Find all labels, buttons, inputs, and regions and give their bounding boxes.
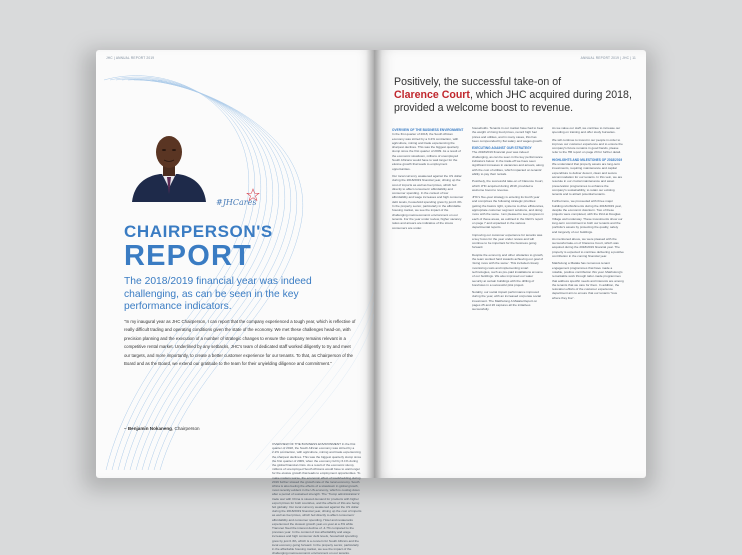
col1-paragraph-1: In the first quarter of 2018, the South African economy was stirred by a 3.2% contraction, with agriculture, mining and trade experiencing the sharpest declines. This was the biggest quarterly slump since the first quarter of 2009. As a result of the economic slowdown, millions of unemployed South Africans would have to wait longer for the elusive growth that leads to employment opportunities. bbox=[392, 132, 461, 171]
report-title-line1: CHAIRPERSON'S bbox=[124, 222, 273, 241]
col1-paragraph-2: Our local currency weakened against the US dollar during the 2018/2019 financial year, driving up the cost of imports as well as fuel prices, which fed directly to affect consumers' affordability and consumer spending. In the context of low affordability and wage increases and high consumer debt levels, household spending grew by just 0.4%. In the property sector, particularly in the affordable housing market, we see the impact of the challenging macroeconomic environment on our tenants. For the year under review, higher vacancy ratios and arrears are indicative of the stress consumers are under. bbox=[392, 173, 464, 230]
left-running-head: JHC | ANNUAL REPORT 2019 bbox=[106, 56, 155, 60]
col3-subheading-1: HIGHLIGHTS AND MILESTONES OF 2018/2019 bbox=[552, 157, 623, 162]
col2-paragraph-1: households. Tenants in our market have had to bear the weight of rising food prices, record high fuel prices and utilities, and in many cases, this has been compounded by flat salary and wages growth. bbox=[472, 126, 544, 143]
right-column-2 bbox=[472, 126, 544, 315]
headline-highlight: Clarence Court bbox=[394, 89, 470, 101]
star-icon bbox=[246, 188, 260, 202]
headline-post: , which JHC acquired during 2018, provided a welcome boost to revenue. bbox=[394, 89, 632, 114]
report-tagline: The 2018/2019 financial year was indeed challenging, as can be seen in the key performance indicators. bbox=[124, 276, 312, 313]
col1-subheading-1: OVERVIEW OF THE BUSINESS ENVIRONMENT bbox=[392, 128, 464, 132]
right-column-3 bbox=[552, 126, 624, 303]
signature-role: , Chairperson bbox=[172, 426, 200, 431]
left-page bbox=[96, 50, 374, 555]
right-headline bbox=[394, 76, 632, 115]
col3-paragraph-4: Furthermore, we proceeded with three major building refurbishments during the 2018/2019 year, despite the economic downturn. Two of these projects were completed, with the third at Douglas Village well underway. These investments show our long-term commitment to both our tenants and the portfolio's assets by protecting the quality, safety and longevity of our buildings. bbox=[552, 199, 623, 234]
col2-paragraph-6: Despite the economy and other obstacles to growth, the team worked hard towards achieving our goal of 'doing more with the same'. This included closely monitoring costs and implementing smart technologies, such as pre-paid installations at some of our buildings. We also improved our water security at certain buildings with the drilling of boreholes in a successful pilot project. bbox=[472, 252, 544, 287]
col3-paragraph-5: As mentioned above, we were pleased with the successful take-on of Clarence Court, which was acquired during the 2018/2019 financial year. The property is expected to continue delivering a positive contribution in the coming financial year. bbox=[552, 236, 624, 259]
left-column-text: OVERVIEW OF THE BUSINESS ENVIRONMENT In the first quarter of 2018, the South African economy was stirred by a 2.2% contraction, with agriculture, mining and trade experiencing the sharpest declines. This was the biggest quarterly slump since the first quarter of 2009, when the economy fell by 6.1% during the global financial crisis. As a result of the economic slump, millions of unemployed South Africans would have to wait longer for the elusive growth that leads to employment opportunities. To make matters worse, the economic effect of loadshedding during 2019 further slowed the growth rate of the local economy. South Africa is also feeling the effects of a slowdown in global growth, most recently evident in the US economy, which is cooling down after a period of sustained strength. The 'Trump administration's' trade war with China is slowed demand for products with higher export prices for both countries, and the effects of this are being felt globally. Our local currency weakened against the US dollar during the 2018/2019 financial year, driving up the cost of imports as well as fuel prices, which fed directly to affect consumers' affordability and consumer spending. Hotel and restaurants experienced the slowest growth year-on-year at a 3% while Transnet fixed the interest decline of -4.7% compared to the previous year. In the context of low affordability and wage increases and high consumer debt levels, household spending grew by just 0.4%, which is a concern for South Africa's and the local economy going forward. In the property sector, particularly in the affordable housing market, we see the impact of the challenging macroeconomic environment on our tenants. bbox=[272, 442, 362, 555]
col2-subheading-1: EXECUTING AGAINST OUR STRATEGY bbox=[472, 146, 532, 151]
col2-paragraph-4: JHC's five-year strategy is entering its fourth year and comprises the following strategic priorities: getting the basics right, systems to drive efficiencies, appropriate customer segment solutions, and doing more with the same. I am pleased to see progress in each of these areas, as outlined in the CEO's report on page 7 and unpacked in the various departmental reports. bbox=[472, 195, 544, 230]
right-column-1 bbox=[392, 126, 464, 233]
signature-name: – Benjamin Nokaneng bbox=[124, 426, 172, 431]
col2-paragraph-2: The 2018/2019 financial year was indeed challenging, as can be seen in the key performance indicators below. In the trade-off we have seen significant increases in vacancies and arrears, along with the cost of utilities, which impacted on tenants' ability to pay their rentals. bbox=[472, 150, 544, 176]
magazine-spine bbox=[366, 50, 382, 478]
col3-paragraph-1: As we value our staff, we continue to increase our spending on training and offer study bursaries. bbox=[552, 126, 621, 135]
report-title-line2: REPORT bbox=[124, 240, 253, 272]
col3-paragraph-6: Makhulong a Matala has numerous tenant engagement programmes that have made a notable, positive contribution this year. Makhulong's remarkable work through tailor-made programmes that address specific needs and interests are among the tenants that we care for them. In addition, the relocation efforts of the customer experience department aim to ensure that our tenants "love where they live". bbox=[552, 261, 624, 300]
signature bbox=[124, 426, 200, 431]
col2-paragraph-5: Improving our customer experience for tenants was a key focus for the year under review and will continue to be important for the business going forward. bbox=[472, 232, 543, 250]
col2-paragraph-3: Positively, the successful take-on of Clarence Court, which JHC acquired during 2018, provided a welcome boost to revenue. bbox=[472, 179, 544, 192]
headline-pre: Positively, the successful take-on of bbox=[394, 76, 562, 88]
chairperson-quote: "In my inaugural year as JHC Chairperson, I can report that the company experienced a tough year, which is reflective of really difficult trading and operating conditions given the state of the economy. We met these challenges head-on, with precision planning and the execution of a number of strategic changes to ensure the company remains relevant in a competitive rental market. Underlined by any setbacks, JHC's team of dedicated staff worked diligently to try and meet our targets, and more importantly, to create a better customer experience for our tenants. To that, as Chairperson of the Board and as the Board, we extend our gratitude to the team for their unyielding diligence and commitment." bbox=[124, 319, 356, 367]
col3-paragraph-3: We understand that property assets are long-term investments, requiring maintenance and capital expenditure to deliver decent, clean and secure accommodation for our tenants. In this vein, we are resolute in our crucial maintenance and asset preservation programmes to enhance the company's sustainability, to retain our existing tenants and to attract potential tenants. bbox=[552, 162, 623, 197]
col3-paragraph-2: We will continue to invest in our people in order to improve our customer experience and to ensure the company's future remains in good hands, please refer to the HR report on page 23 for further detail. bbox=[552, 137, 623, 155]
hashtag-jhcares: #JHCares bbox=[216, 198, 257, 207]
right-running-head: ANNUAL REPORT 2019 | JHC | 11 bbox=[580, 56, 636, 60]
col2-paragraph-7: Notably, our social impact performance improved during the year, with an increased corporate social investment. The Makhulong A Matala Report on pages 25 and 26 captures all the initiatives successfully. bbox=[472, 290, 541, 312]
right-page bbox=[374, 50, 646, 478]
chairperson-photo bbox=[130, 122, 208, 202]
